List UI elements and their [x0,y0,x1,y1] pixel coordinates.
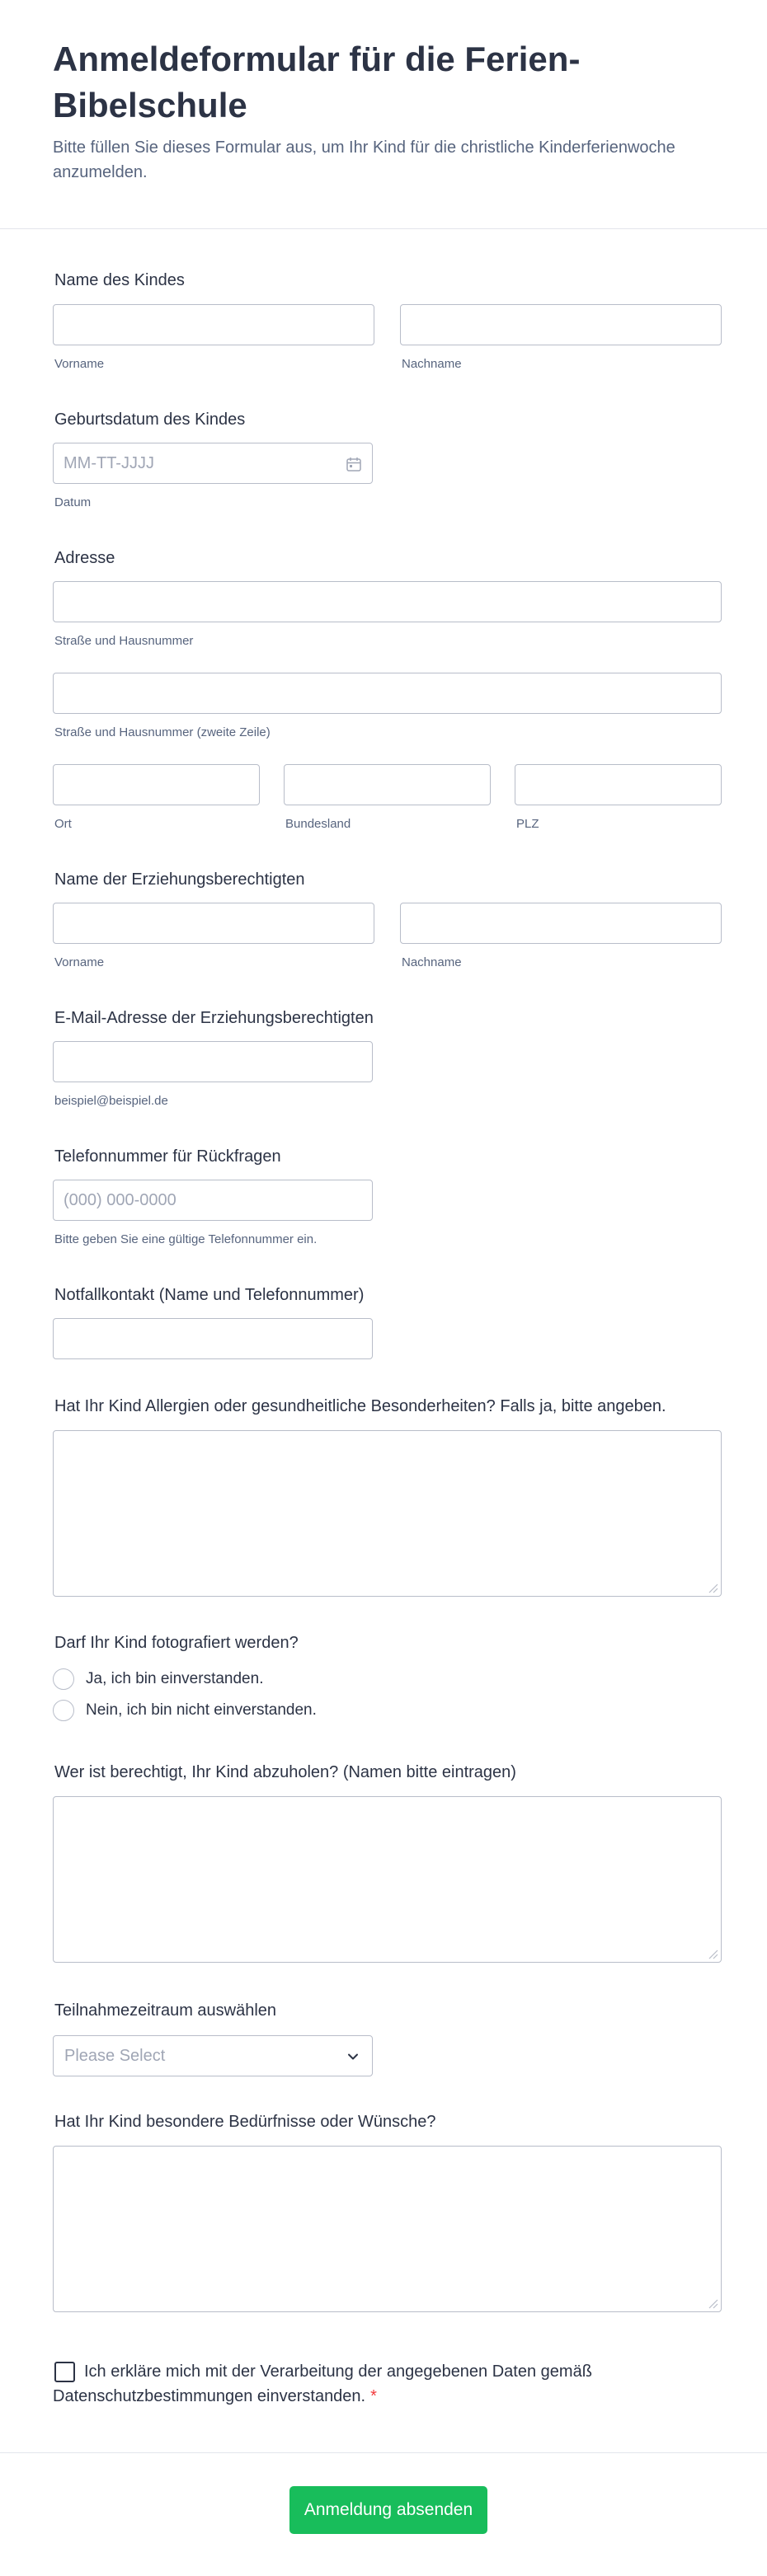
submit-button[interactable]: Anmeldung absenden [289,2486,487,2534]
consent-label [53,2359,688,2409]
phone-input[interactable] [53,1180,373,1221]
form-title: Anmeldeformular für die Ferien-Bibelschule [53,40,581,124]
address-label: Adresse [54,549,115,567]
period-select-value: Please Select [64,2047,166,2065]
resize-grip-icon[interactable] [707,1948,718,1959]
special-needs-textarea[interactable] [53,2146,722,2312]
calendar-icon[interactable] [346,456,362,472]
child-name-label: Name des Kindes [54,271,185,289]
form-header [0,0,767,229]
period-label: Teilnahmezeitraum auswählen [54,2001,277,2020]
guardian-name-label: Name der Erziehungsberechtigten [54,870,305,889]
guardian-email-label: E-Mail-Adresse der Erziehungsberechtigten [54,1009,374,1027]
allergies-label: Hat Ihr Kind Allergien oder gesundheitliche Besonderheiten? Falls ja, bitte angeben. [54,1397,666,1415]
zip-input[interactable] [515,764,722,805]
period-select[interactable] [53,2035,373,2076]
special-needs-label: Hat Ihr Kind besondere Bedürfnisse oder Wünsche? [54,2113,436,2131]
radio-button[interactable] [53,1700,74,1721]
street2-input[interactable] [53,673,722,714]
child-last-name-sublabel: Nachname [402,357,462,371]
radio-button[interactable] [53,1668,74,1690]
child-first-name-sublabel: Vorname [54,357,105,371]
photo-option-yes[interactable] [53,1667,263,1692]
chevron-down-icon [346,2049,360,2064]
photo-option-yes-label: Ja, ich bin einverstanden. [86,1670,264,1687]
child-first-name-input[interactable] [53,304,374,345]
allergies-textarea[interactable] [53,1430,722,1597]
photo-option-no[interactable] [53,1698,317,1723]
pickup-textarea[interactable] [53,1796,722,1963]
phone-sublabel: Bitte geben Sie eine gültige Telefonnummer ein. [54,1232,318,1246]
guardian-email-input[interactable] [53,1041,373,1082]
street-sublabel: Straße und Hausnummer [54,634,194,648]
guardian-first-name-input[interactable] [53,903,374,944]
required-mark: * [370,2387,377,2405]
emergency-contact-label: Notfallkontakt (Name und Telefonnummer) [54,1286,365,1304]
guardian-last-name-input[interactable] [400,903,722,944]
form-subtitle: Bitte füllen Sie dieses Formular aus, um Ihr Kind für die christliche Kinderferienwoche anzumelden. [53,138,675,181]
birthdate-label: Geburtsdatum des Kindes [54,411,246,429]
state-sublabel: Bundesland [285,817,351,831]
pickup-label: Wer ist berechtigt, Ihr Kind abzuholen? (Namen bitte eintragen) [54,1763,516,1781]
city-input[interactable] [53,764,260,805]
child-last-name-input[interactable] [400,304,722,345]
zip-sublabel: PLZ [516,817,539,831]
guardian-email-sublabel: beispiel@beispiel.de [54,1094,168,1108]
street-input[interactable] [53,581,722,622]
guardian-first-name-sublabel: Vorname [54,955,105,969]
consent-text: Ich erkläre mich mit der Verarbeitung der angegebenen Daten gemäß Datenschutzbestimmungen einverstanden. [53,2363,592,2405]
photo-permission-label: Darf Ihr Kind fotografiert werden? [54,1634,299,1652]
birthdate-input[interactable] [53,443,373,484]
resize-grip-icon[interactable] [707,2297,718,2309]
street2-sublabel: Straße und Hausnummer (zweite Zeile) [54,725,271,739]
resize-grip-icon[interactable] [707,1582,718,1593]
state-input[interactable] [284,764,491,805]
footer-divider [0,2452,767,2453]
birthdate-sublabel: Datum [54,495,92,509]
emergency-contact-input[interactable] [53,1318,373,1359]
city-sublabel: Ort [54,817,72,831]
photo-option-no-label: Nein, ich bin nicht einverstanden. [86,1701,317,1719]
phone-label: Telefonnummer für Rückfragen [54,1147,281,1166]
guardian-last-name-sublabel: Nachname [402,955,462,969]
